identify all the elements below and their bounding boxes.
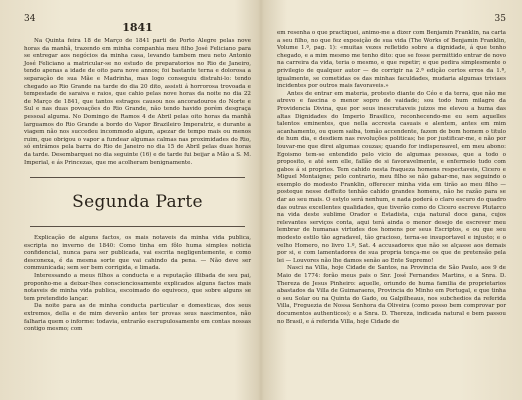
paragraph-reputation: Interessando a meus filhos a conducta e a reputação illibada de seu pai, proponho-me a deixar-lhes conscienciosamente explicados alguns factos mais notaveis de minha vida publica, escoimado do equivoco, que sobre alguns se tem pretendido lançar. [24,273,251,302]
left-page-number: 34 [24,14,36,24]
paragraph-franklin-quote: em resenha o que practiquei, animo-me a dizer com Benjamin Franklin, na carta a seu filho, no que fez exposição de sua vida (The Works of Benjamin Franklin, Volume 1.º, pag. 1): «muitas vezes refletido sobre a dignidade, á que tenho chegado, e a mim mesmo me tenho dito: que se fosse permittido entrar de novo na carreira da vida, teria o mesmo, e que repetir; e que pedira simplesmente o privilegio de qualquer autor — de corrigir na 2.ª edição certos erros da 1.ª, igualmente, se cometidas os das minhas faculdades, mudaria algumas triviaes incidentes por outros mais favoraveis.» [277,30,506,90]
paragraph-protest: Antes de entrar em materia, protesto diante do Céo e da terra, que não me atrevo e fascina o menor sopro de vaidade; sou todo hum milagre da Providencia Divina, que por seus inescrutaveis juizos me elevou a huma das altas Dignidades do Imperio Brasilico, reconhecendo-me eu sem aquelles talentos eminentes, que nella accresta casuais e alentem, antes em mim acanhamento, ou quem saiba, tomão accendente, fazem de bom homem o titulo de hum dia, e desdiem nas revoluções politicas; he por justificar-me, e não por louvar-me que direi algumas couzas; quando for indispensavel, em meu abono: Egoismo tem-se entendido pelo vicio de algumas pessoas, que a todo o proposito, e até sem elle, fallão de si favoravelmente, e enfermeio tudo com gabos á si proprios. Tem cahido nesta fraqueza homens respectaveis, Cicero e Miguel Montaigne; pelo contrario, meu filho se não gabar-me, nas seguindo o exemplo do modesto Franklin, offerecer minha vida em tirão ao meu filho — posteque nesse deffeito tenhão cahido grandes homens, não he razão para se dar ao seu mais. O estylo será nenhum, e nada poderá o claro escuro do quadro das outras excellentes qualidades, que tiverão como do Cicero escreve Plutarco na vida deste sublime Orador e Estadista, cuja natural doce gana, cujos relevantes serviços conta, aqui terá ainda o menor desejo de escrever meu lembrar de humanas virtudes dos homens por seus Escriptos, e ou que seu modesto estilo tão agradavel, tão gracioso, terna-se insuportavel e injusto; e o velho Homero, no livro 1.º, Sat. 4 accusadores que não se alçasse aos demais por si, e com lamentadores de sua propria tença-me os que de pretensão pela lei — Louvores não lhe damos senão ao Ente Supremo! [277,90,506,264]
year-heading: 1841 [122,21,153,34]
paragraph-birth: Nasci na Villa, hoje Cidade de Santos, na Provincia de São Paulo, aos 9 de Maio de 1774: forão meus pais o Snr. José Fernandes Martins, e a Snra. D. Thereza de Jesus Pinheiro: aquelle, oriundo de huma familia de proprietarios abastados da Villa de Guimaraens, Provincia do Minho em Portugal, e que tinha o seu Solar ou na Quinta do Gado, ou Galpilheaus, nos subchedios da referida Villa, Freguezia de Nossa Senhora da Oliveira (como posso bem comprovar por documentos authenticos); e a Snra. D. Thereza, indicada natural e bem passou no Brasil, e á referida Villa, hoje Cidade de [277,265,506,325]
right-page-number: 35 [494,14,506,24]
rule-below-part-title [30,226,245,227]
right-page-body [277,30,506,326]
paragraph-explanation: Explicação de alguns factos, os mais notaveis da minha vida publica, escripta no inverno de 1840: Como tinha em fôlo huma simples noticia confidencial, nunca para ser publicada, vai escrita negligentemente, e como desconexa, é da mesma sorte que vai cahindo da pena. — Não deve ser communicada; sem ser bem corrigida, e limada. [24,235,251,272]
right-page [261,0,522,400]
paragraph-1841-journey: Na Quinta feira 18 de Março de 1841 parti de Porto Alegre pelas nove horas da manhã, trazendo em minha companhia meu filho José Feliciano para se entregar aos negócios da minha casa, levando tambem meu neto Antonio José Feliciano a matricular-se no estudo de preparatorios no Rio de Janeiro, tendo apenas a idade de oito para nove annos; foi bastante terna e dolorosa a separação de sua Mãe e Madrinha, mas logo conseguiu distrahi-lo: tendo chegado ao Rio Grande na tarde do dia 20 dito, assisti á horrorosa trovoada e tempestade de saraiva e raios, que cahio pelas nove horas da noite no dia 22 de Março de 1841, que tantos estragos causou nos ancoradouros do Norte e Sul e nas duas povoações do Rio Grande, não tendo havido porém desgraça pessoal alguma. No Domingo de Ramos 4 de Abril pelas oito horas da manhã larguamos do Rio Grande a bordo do Vapor Brazileiro Imperatriz, e durante a viagem não nos succedeu incommodo algum, apezar de tempo mais ou menos ruim, que obrigou o vapor a fundear algumas calmas nas proximidades do Rio, só entrámos pela barra do Rio de Janeiro no dia 15 de Abril pelas duas horas da tarde. Desembarquei no dia seguinte (16) e de tarde fui beijar a Mão a S. M. Imperial, e ás Princezas, que me acolheram benignamente. [24,38,251,166]
part-title: Segunda Parte [72,192,203,213]
paragraph-conduct: Da noite para as de minha conducta particular e domesticas, dos seus extremos, della e de mim deverão antes ter provas seus nascimentos, não falharia quem o informe: todavia, entrarão escrupulosamente em contas nossas contigo mesmo; com [24,303,251,333]
rule-above-part-title [30,177,245,178]
